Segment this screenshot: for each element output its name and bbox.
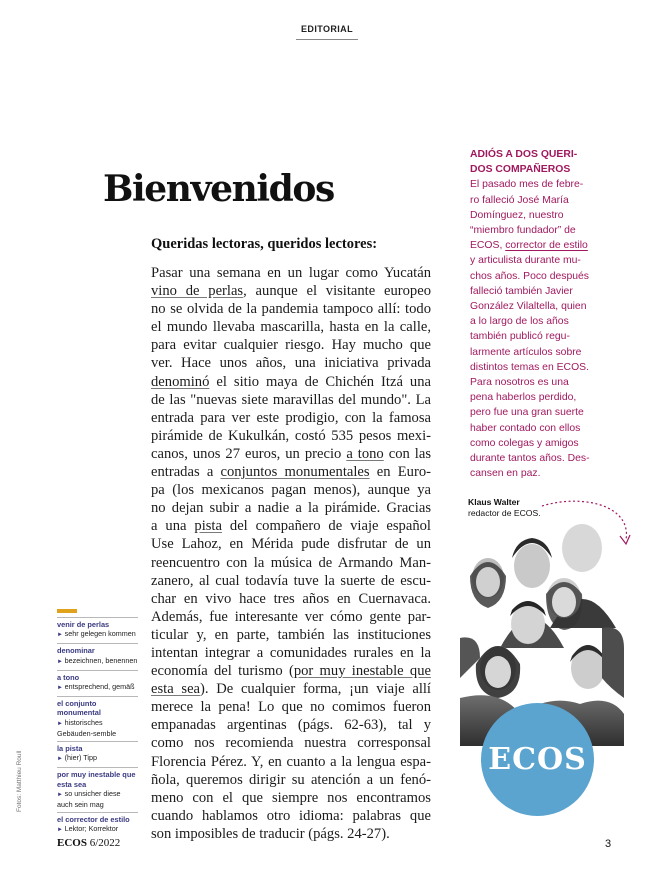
body-line <box>151 373 431 391</box>
text-run: pa (los mexicanos pagan menos), aunque ya <box>151 482 431 499</box>
body-line <box>151 789 431 807</box>
body-line <box>151 354 431 372</box>
text-run: Además, fue interesante ver cómo gente par- <box>151 608 431 625</box>
sidebar-line <box>470 284 590 299</box>
body-line <box>151 427 431 445</box>
text-run: del compañero de viaje español <box>221 518 431 535</box>
text-run: a una <box>151 518 195 535</box>
text-run: como colegas y amigos <box>470 437 579 449</box>
body-line <box>151 807 431 825</box>
text-run: “miembro fundador” de <box>470 225 576 237</box>
triangle-arrow-icon: ► <box>57 720 65 727</box>
credit-name: Klaus Walter <box>468 497 520 507</box>
sidebar-text <box>470 177 590 481</box>
glossary-definition <box>57 753 138 764</box>
text-run: ticular y, en parte, también las instituciones <box>151 626 431 643</box>
glossary-definition <box>57 656 138 667</box>
text-run: haber contado con ellos <box>470 422 581 434</box>
body-line <box>151 608 431 626</box>
glossary-definition <box>57 824 138 835</box>
text-run: el sitio maya de Chichén Itzá una <box>209 373 431 390</box>
text-run: pero fue una gran suerte <box>470 407 584 419</box>
sidebar-line <box>470 421 590 436</box>
text-run: El pasado mes de febre- <box>470 179 584 191</box>
body-line <box>151 716 431 734</box>
text-run: de las "nuevas siete maravillas del mundo". La <box>151 391 431 408</box>
brand-circle <box>481 703 594 816</box>
text-run: ver. Hace unos años, una iniciativa privada <box>151 355 431 372</box>
vocabulary-term: esta sea <box>151 681 201 698</box>
text-run: son imposibles de traducir (págs. 24-27). <box>151 825 390 842</box>
glossary-term: venir de perlas <box>57 620 110 629</box>
vocabulary-term: corrector de estilo <box>505 240 588 252</box>
glossary-term: el conjunto monumental <box>57 699 101 718</box>
glossary-definition <box>57 789 138 809</box>
vocabulary-term: denominó <box>151 373 210 390</box>
body-line <box>151 499 431 517</box>
body-line <box>151 771 431 789</box>
body-line <box>151 753 431 771</box>
glossary-definition-text: Lektor; Korrektor <box>64 824 119 834</box>
sidebar-line <box>470 375 590 390</box>
sidebar-line <box>470 345 590 360</box>
brand-circle-label: ECOS <box>488 742 587 777</box>
text-run: como nos recomienda nuestra corresponsal <box>151 735 431 752</box>
body-line <box>151 481 431 499</box>
article-body <box>151 264 431 843</box>
glossary-term: a tono <box>57 672 80 682</box>
triangle-arrow-icon: ► <box>57 658 65 665</box>
body-line <box>151 535 431 553</box>
sidebar-line <box>470 466 590 481</box>
text-run: , aunque el visitante europeo <box>243 283 431 300</box>
text-run: falleció también Javier <box>470 285 573 297</box>
text-run: cansen en paz. <box>470 468 541 480</box>
sidebar-line <box>470 451 590 466</box>
text-run: González Vilaltella, quien <box>470 301 587 313</box>
glossary-definition <box>57 718 138 738</box>
text-run: entrada para ver este prodigio, con la famosa <box>151 409 431 426</box>
vocabulary-term: conjuntos monumentales <box>220 464 370 481</box>
text-run: zanero, al cual todavía tuve la suerte de escu- <box>151 572 431 589</box>
triangle-arrow-icon: ► <box>57 756 65 763</box>
sidebar-line <box>470 177 590 192</box>
glossary-definition <box>57 682 138 693</box>
text-run: ). De cualquier forma, ¡un viaje allí <box>200 681 431 698</box>
triangle-arrow-icon: ► <box>57 632 65 639</box>
credit-role: redactor de ECOS. <box>468 508 541 518</box>
text-run: merece la pena! Lo que no comimos fueron <box>151 699 431 716</box>
text-run: distintos temas en ECOS. <box>470 361 589 373</box>
glossary-item <box>57 741 138 767</box>
page-title: Bienvenidos <box>103 168 334 210</box>
triangle-arrow-icon: ► <box>57 791 65 798</box>
glossary-term: por muy inestable que esta sea <box>57 770 136 789</box>
glossary-accent-bar <box>57 609 77 613</box>
glossary-item <box>57 767 138 812</box>
sidebar-line <box>470 390 590 405</box>
body-line <box>151 662 431 680</box>
sidebar-line <box>470 436 590 451</box>
text-run: a lo largo de los años <box>470 316 569 328</box>
glossary-item <box>57 812 138 838</box>
text-run: ro falleció José María <box>470 194 569 206</box>
body-line <box>151 282 431 300</box>
text-run: cuando hablamos otro idioma: palabras que <box>151 807 431 824</box>
footer-issue: 6/2022 <box>89 837 121 849</box>
body-line <box>151 554 431 572</box>
body-line <box>151 409 431 427</box>
body-line <box>151 445 431 463</box>
glossary-term: denominar <box>57 646 95 656</box>
body-line <box>151 626 431 644</box>
sidebar-line <box>470 299 590 314</box>
glossary-item <box>57 696 138 741</box>
footer-magazine <box>57 837 120 849</box>
text-run: no se olvida de la pandemia tampoco allí: todo <box>151 301 431 318</box>
text-run: ECOS, <box>470 240 506 252</box>
body-line <box>151 336 431 354</box>
sidebar-title-line: DOS COMPAÑEROS <box>470 164 571 176</box>
body-line <box>151 463 431 481</box>
triangle-arrow-icon: ► <box>57 685 65 692</box>
sidebar-box <box>470 147 590 481</box>
photo-credit: Fotos: Matthieu Roull <box>16 750 23 812</box>
body-line <box>151 644 431 662</box>
glossary-item <box>57 617 138 643</box>
sidebar-line <box>470 314 590 329</box>
text-run: economía del turismo ( <box>151 663 294 680</box>
text-run: para evitar cualquier riesgo. Hay mucho que <box>151 337 431 354</box>
sidebar-title-line: ADIÓS A DOS QUERI- <box>470 149 578 160</box>
text-run: con las <box>383 445 431 462</box>
text-run: larmente artículos sobre <box>470 346 582 358</box>
glossary-definition <box>57 629 138 640</box>
sidebar-line <box>470 238 590 253</box>
glossary-term: la pista <box>57 744 83 754</box>
text-run: durante tantos años. Des- <box>470 453 590 465</box>
text-run: Para nosotros es una <box>470 377 569 389</box>
body-line <box>151 517 431 535</box>
text-run: y articulista durante mu- <box>470 255 581 267</box>
text-run: pena haberlos perdido, <box>470 392 577 404</box>
text-run: Domínguez, nuestro <box>470 209 564 221</box>
sidebar-line <box>470 269 590 284</box>
text-run: chos años. Poco después <box>470 270 589 282</box>
page-number: 3 <box>605 838 612 850</box>
text-run: entradas a <box>151 464 221 481</box>
sidebar-line <box>470 405 590 420</box>
text-run: no dejan subir a nadie a la pirámide. Gracias <box>151 500 431 517</box>
section-label: EDITORIAL <box>296 24 358 40</box>
footer-magazine-name: ECOS <box>57 837 87 849</box>
text-run: en Euro- <box>369 464 431 481</box>
text-run: Use Lahoz, en Mérida pude disfrutar de un <box>151 536 431 553</box>
body-line <box>151 300 431 318</box>
glossary-definition-text: bezeichnen, benennen <box>64 655 138 665</box>
glossary-definition-text: entsprechend, gemäß <box>64 682 135 692</box>
text-run: char en vivo hace tres años en Cuernavaca. <box>151 590 431 607</box>
text-run: también publicó regu- <box>470 331 570 343</box>
glossary <box>57 617 138 839</box>
sidebar-line <box>470 193 590 208</box>
text-run: intentan integrar a comunidades rurales en la <box>151 644 431 661</box>
sidebar-line <box>470 253 590 268</box>
glossary-definition-text: (hier) Tipp <box>64 753 97 763</box>
body-line <box>151 264 431 282</box>
text-run: Florencia Pérez. Y, en cuanto a la lengua espa- <box>151 753 431 770</box>
body-line <box>151 318 431 336</box>
glossary-item <box>57 643 138 669</box>
body-line <box>151 698 431 716</box>
vocabulary-term: por muy inestable que <box>293 663 431 680</box>
sidebar-line <box>470 329 590 344</box>
text-run: Pasar una semana en un lugar como Yucatán <box>151 265 431 281</box>
vocabulary-term: a tono <box>346 445 384 462</box>
glossary-definition-text: historisches Gebäuden-semble <box>57 717 117 738</box>
body-line <box>151 590 431 608</box>
text-run: el mundo llevaba mascarilla, hasta en la calle, <box>151 319 431 336</box>
text-run: ñola, queremos dirigir su atención a un fenó- <box>151 771 431 788</box>
glossary-term: el corrector de estilo <box>57 815 130 825</box>
vocabulary-term: vino de perlas <box>151 283 244 300</box>
sidebar-line <box>470 208 590 223</box>
sidebar-line <box>470 360 590 375</box>
text-run: meno con el que siempre nos encontramos <box>151 789 431 806</box>
text-run: pirámide de Kukulkán, costó 535 pesos mexi- <box>151 427 431 444</box>
glossary-definition-text: sehr gelegen kommen <box>64 629 136 639</box>
glossary-definition-text: so unsicher diese auch sein mag <box>57 788 121 810</box>
body-line <box>151 734 431 752</box>
vocabulary-term: pista <box>194 518 222 535</box>
text-run: empanadas argentinas (págs. 62-63), tal y <box>151 717 431 734</box>
text-run: canos, unos 27 euros, un precio <box>151 445 347 462</box>
body-line <box>151 680 431 698</box>
body-line <box>151 572 431 590</box>
sidebar-line <box>470 223 590 238</box>
text-run: reencuentro con la música de Armando Man- <box>151 554 431 571</box>
body-line <box>151 391 431 409</box>
glossary-item <box>57 670 138 696</box>
body-line <box>151 825 431 843</box>
triangle-arrow-icon: ► <box>57 827 65 834</box>
salutation: Queridas lectoras, queridos lectores: <box>151 236 378 252</box>
